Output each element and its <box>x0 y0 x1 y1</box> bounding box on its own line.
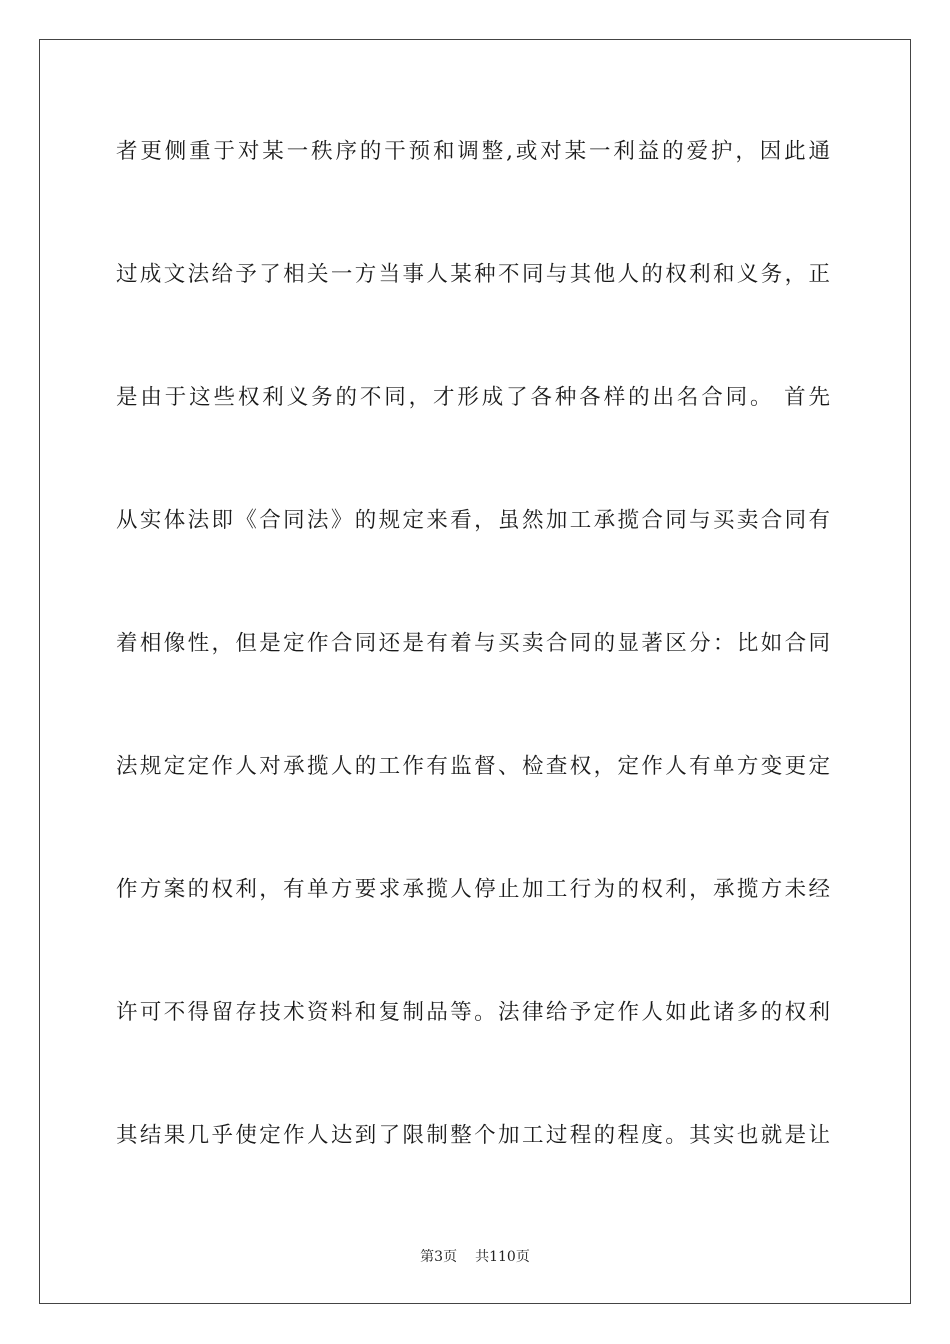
body-line-1: 者更侧重于对某一秩序的干预和调整,或对某一利益的爱护，因此通 <box>116 139 832 164</box>
page-number-total: 共110页 <box>475 1249 530 1265</box>
body-line-3: 是由于这些权利义务的不同，才形成了各种各样的出名合同。 首先 <box>116 385 832 410</box>
body-line-6: 法规定定作人对承揽人的工作有监督、检查权，定作人有单方变更定 <box>116 754 832 779</box>
body-line-4: 从实体法即《合同法》的规定来看，虽然加工承揽合同与买卖合同有 <box>116 508 832 533</box>
body-line-2: 过成文法给予了相关一方当事人某种不同与其他人的权利和义务，正 <box>116 262 832 287</box>
body-line-7: 作方案的权利，有单方要求承揽人停止加工行为的权利，承揽方未经 <box>116 877 832 902</box>
page-footer <box>0 1246 950 1266</box>
body-line-8: 许可不得留存技术资料和复制品等。法律给予定作人如此诸多的权利 <box>116 1000 832 1025</box>
page-number-current: 第3页 <box>420 1249 458 1265</box>
body-line-5: 着相像性，但是定作合同还是有着与买卖合同的显著区分：比如合同 <box>116 631 832 656</box>
document-body <box>116 130 832 1237</box>
body-line-9: 其结果几乎使定作人达到了限制整个加工过程的程度。其实也就是让 <box>116 1123 832 1148</box>
